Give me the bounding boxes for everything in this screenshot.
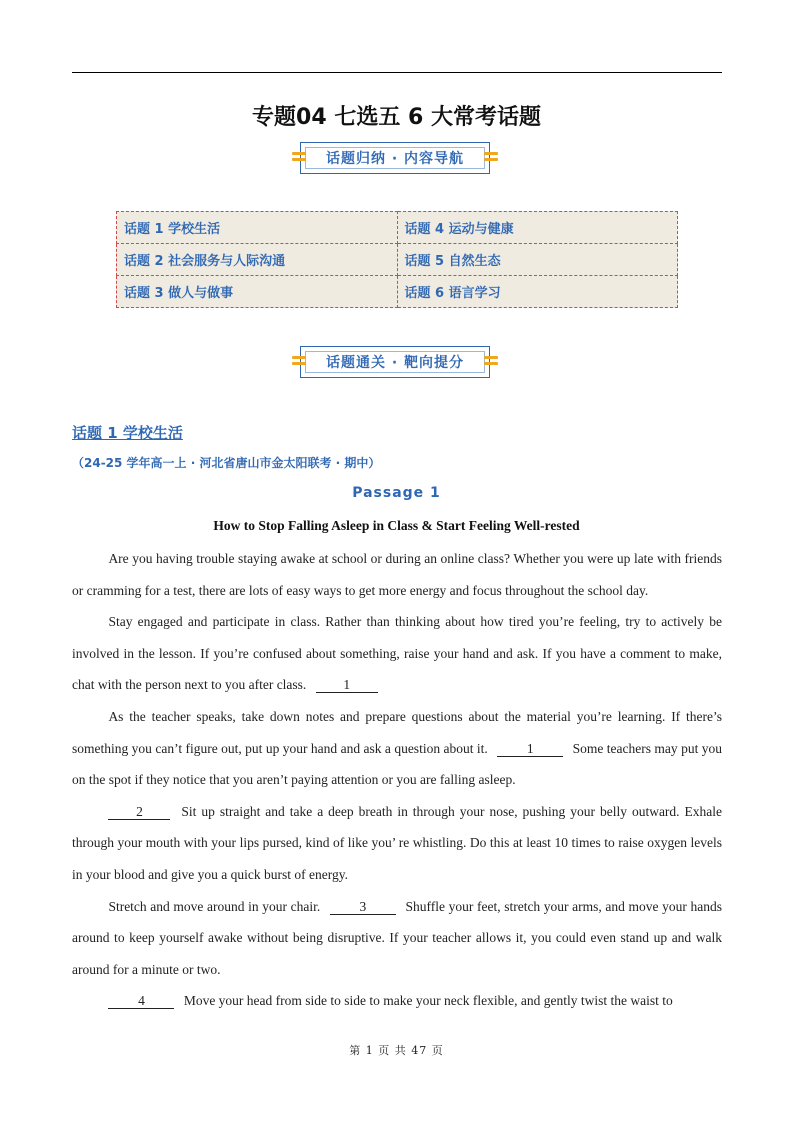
- topic-cell: 话题 2 社会服务与人际沟通: [117, 244, 398, 276]
- summary-banner-label: 话题归纳 · 内容导航: [325, 151, 465, 167]
- banner-decoration-icon: [484, 152, 498, 164]
- paragraph: [72, 985, 722, 1017]
- paragraph: [72, 701, 722, 796]
- topic-cell: 话题 5 自然生态: [397, 244, 678, 276]
- paragraph: [72, 543, 722, 606]
- practice-banner-label: 话题通关 · 靶向提分: [325, 355, 465, 371]
- paragraph-text: Move your head from side to side to make your neck flexible, and gently twist the waist to: [183, 993, 673, 1009]
- topic-cell: 话题 4 运动与健康: [397, 212, 678, 244]
- header-rule: [72, 72, 722, 73]
- answer-blank: 4: [108, 994, 174, 1009]
- table-row: [117, 212, 678, 244]
- paragraph-text: Shuffle your feet, stretch your arms, and move your hands around to keep yourself awake without being disruptive. If your teacher allows it, you could even stand up and walk around for a minute or two.: [72, 898, 722, 977]
- answer-blank: 3: [330, 900, 396, 915]
- practice-banner: [300, 346, 490, 378]
- topic-cell: 话题 6 语言学习: [397, 276, 678, 308]
- banner-decoration-icon: [292, 356, 306, 368]
- paragraph: [72, 606, 722, 701]
- topic-cell: 话题 3 做人与做事: [117, 276, 398, 308]
- passage-label: Passage 1: [352, 485, 441, 501]
- paragraph: [72, 891, 722, 986]
- article-title: How to Stop Falling Asleep in Class & Start Feeling Well-rested: [213, 518, 580, 533]
- topic-cell: 话题 1 学校生活: [117, 212, 398, 244]
- answer-blank: 1: [497, 742, 563, 757]
- paragraph-text: As the teacher speaks, take down notes and prepare questions about the material you’re learning. If there’s something you can’t figure out, put up your hand and ask a question about it.: [72, 708, 722, 756]
- summary-banner: [300, 142, 490, 174]
- banner-decoration-icon: [292, 152, 306, 164]
- paragraph-text: Some teachers may put you on the spot if they notice that you aren’t paying attention or you are falling asleep.: [72, 740, 723, 788]
- paragraph-text: Sit up straight and take a deep breath in through your nose, pushing your belly outward. Exhale through your mouth with your lips pursed, kind of like you’ re whistling. Do this at least 10 times to raise oxygen levels in your blood and give you a quick burst of energy.: [72, 803, 722, 882]
- paragraph-text: Stay engaged and participate in class. Rather than thinking about how tired you’re feeling, try to actively be involved in the lesson. If you’re confused about something, raise your hand and ask. If you have a comment to make, chat with the person next to you after class.: [72, 614, 722, 693]
- table-row: [117, 276, 678, 308]
- passage-body: [72, 543, 722, 1017]
- paragraph-text: Are you having trouble staying awake at school or during an online class? Whether you were up late with friends or cramming for a test, there are lots of easy ways to get more energy and focus throughout the school day.: [72, 551, 722, 598]
- table-row: [117, 244, 678, 276]
- topic-section-heading[interactable]: 话题 1 学校生活: [72, 424, 183, 442]
- answer-blank: 2: [108, 805, 170, 820]
- page-number-footer: 第 1 页 共 47 页: [349, 1044, 444, 1057]
- answer-blank: 1: [316, 678, 378, 693]
- paragraph-text: Stretch and move around in your chair.: [108, 898, 321, 914]
- banner-decoration-icon: [484, 356, 498, 368]
- paragraph: [72, 796, 722, 891]
- exam-source: （24-25 学年高一上 · 河北省唐山市金太阳联考 · 期中）: [72, 456, 381, 470]
- page-title: 专题04 七选五 6 大常考话题: [252, 105, 541, 130]
- topic-navigation-table: [116, 211, 678, 308]
